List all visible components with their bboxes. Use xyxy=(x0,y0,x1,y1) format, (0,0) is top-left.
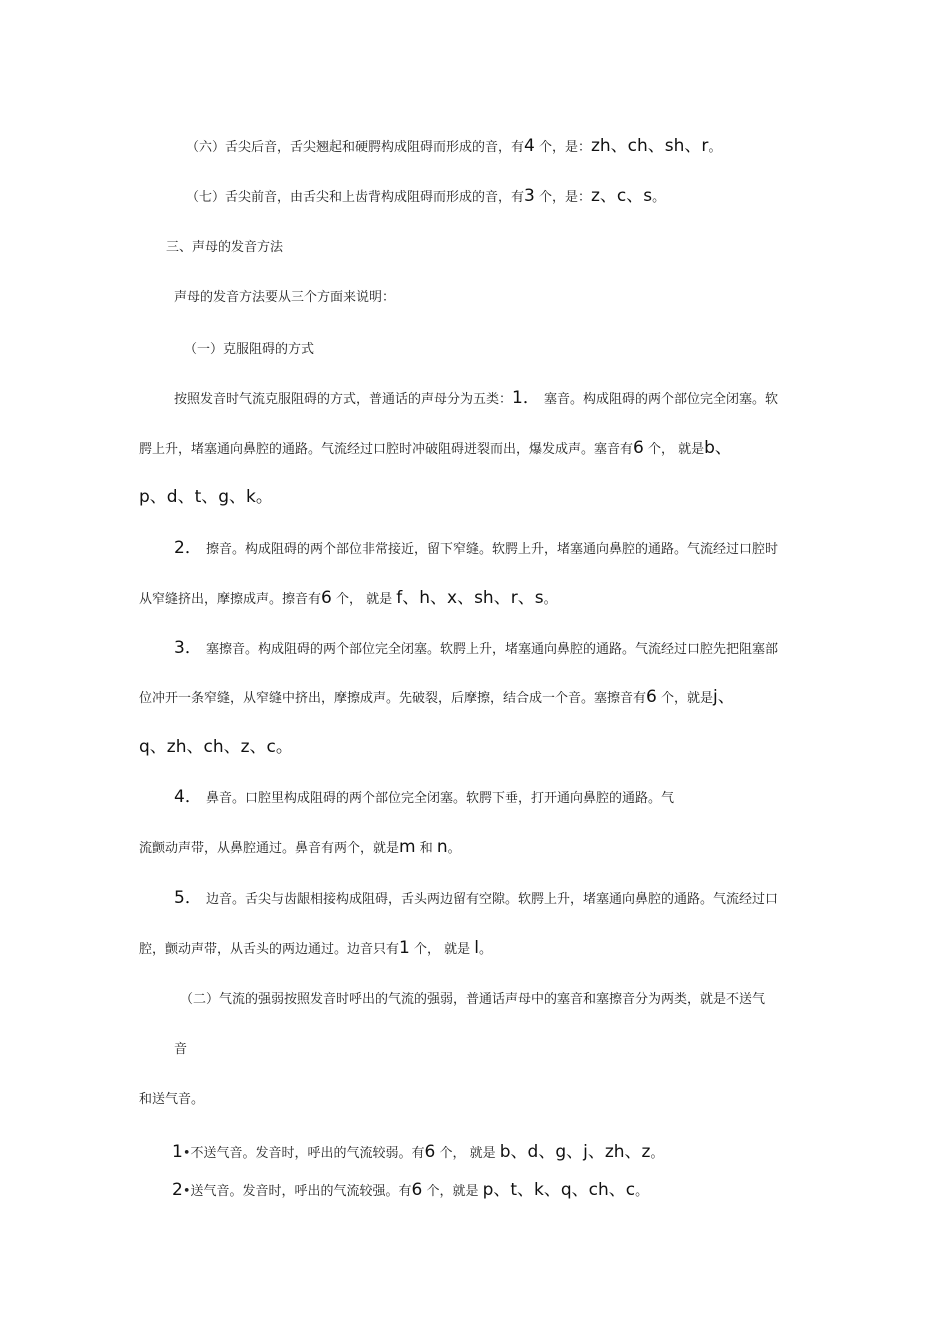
text: 流颤动声带，从鼻腔通过。鼻音有两个，就是 xyxy=(139,841,400,856)
paragraph-line xyxy=(139,837,461,859)
number: 4． xyxy=(174,787,202,807)
text: 个，是： xyxy=(534,140,591,155)
text: 边音。舌尖与齿龈相接构成阻碍，舌头两边留有空隙。软腭上升，堵塞通向鼻腔的通路。气流经过口 xyxy=(201,892,778,907)
paragraph-line xyxy=(139,687,735,709)
text: （七）舌尖前音，由舌尖和上齿背构成阻碍而形成的音，有 xyxy=(186,190,525,205)
text: 腭上升，堵塞通向鼻腔的通路。气流经过口腔时冲破阻碍迸裂而出，爆发成声。塞音有 xyxy=(139,442,634,457)
initials-line: p、d、t、g、k。 xyxy=(139,487,273,507)
initials: zh、ch、sh、r xyxy=(590,136,709,156)
text: 塞擦音。构成阻碍的两个部位完全闭塞。软腭上升，堵塞通向鼻腔的通路。气流经过口腔先把阻塞部 xyxy=(201,642,778,657)
text: 按照发音时气流克服阻碍的方式，普通话的声母分为五类： xyxy=(174,392,513,407)
paragraph-line xyxy=(174,787,674,809)
text: 个，是： xyxy=(534,190,591,205)
number: 1 xyxy=(399,938,410,958)
number: 3． xyxy=(174,638,202,658)
paragraph-line: 音 xyxy=(174,1042,188,1057)
text: 个， 就是 xyxy=(331,592,397,607)
initials: b、d、g、j、zh、z xyxy=(499,1142,651,1162)
number: 6 xyxy=(411,1180,423,1200)
paragraph-line: 和送气音。 xyxy=(139,1092,205,1107)
paragraph-line xyxy=(174,638,778,660)
number: 2． xyxy=(174,538,202,558)
initials: n xyxy=(436,837,448,857)
paragraph-line xyxy=(174,388,778,410)
text: 。 xyxy=(543,592,557,607)
list-item xyxy=(172,1180,648,1202)
paragraph-line xyxy=(174,538,778,560)
intro-text: 声母的发音方法要从三个方面来说明： xyxy=(174,290,396,305)
initials: b、 xyxy=(704,438,732,458)
number: 3 xyxy=(524,186,535,206)
text: 位冲开一条窄缝，从窄缝中挤出，摩擦成声。先破裂，后摩擦，结合成一个音。塞擦音有 xyxy=(139,691,647,706)
text: •送气音。发音时，呼出的气流较强。有 xyxy=(182,1184,412,1199)
text: （六）舌尖后音，舌尖翘起和硬腭构成阻碍而形成的音，有 xyxy=(186,140,525,155)
number: 4 xyxy=(524,136,535,156)
paragraph-line xyxy=(139,438,732,460)
text: 和 xyxy=(415,841,437,856)
text: 。 xyxy=(447,841,461,856)
initials: z、c、s xyxy=(590,186,653,206)
initials: f、h、x、sh、r、s xyxy=(396,588,544,608)
number: 6 xyxy=(321,588,332,608)
paragraph-line xyxy=(139,588,557,610)
number: 1 xyxy=(172,1142,183,1162)
text: 擦音。构成阻碍的两个部位非常接近，留下窄缝。软腭上升，堵塞通向鼻腔的通路。气流经过口腔时 xyxy=(201,542,778,557)
paragraph-line xyxy=(139,938,492,960)
section-heading: 三、声母的发音方法 xyxy=(166,240,284,255)
number: 1． xyxy=(512,388,540,408)
text: 。 xyxy=(708,140,722,155)
text: 从窄缝挤出，摩擦成声。擦音有 xyxy=(139,592,322,607)
number: 5． xyxy=(174,888,202,908)
number: 2 xyxy=(172,1180,183,1200)
number: 6 xyxy=(424,1142,436,1162)
text: 个，就是 xyxy=(656,691,713,706)
text: 。 xyxy=(478,942,492,957)
number: 6 xyxy=(646,687,657,707)
initials: l xyxy=(474,938,479,958)
text: 。 xyxy=(635,1184,649,1199)
text: 腔，颤动声带，从舌头的两边通过。边音只有 xyxy=(139,942,400,957)
subheading: （二）气流的强弱按照发音时呼出的气流的强弱，普通话声母中的塞音和塞擦音分为两类，就是不送气 xyxy=(180,992,766,1007)
paragraph-line xyxy=(174,888,778,910)
initials: m xyxy=(399,837,416,857)
text: 个，就是 xyxy=(422,1184,483,1199)
text: 。 xyxy=(650,1146,664,1161)
initials-line: q、zh、ch、z、c。 xyxy=(139,737,293,757)
list-item xyxy=(172,1142,663,1164)
initials: p、t、k、q、ch、c xyxy=(482,1180,636,1200)
text: 鼻音。口腔里构成阻碍的两个部位完全闭塞。软腭下垂，打开通向鼻腔的通路。气 xyxy=(201,791,674,806)
text: •不送气音。发音时，呼出的气流较弱。有 xyxy=(182,1146,425,1161)
text: 。 xyxy=(652,190,666,205)
number: 6 xyxy=(633,438,644,458)
text: 个， 就是 xyxy=(409,942,475,957)
subheading: （一）克服阻碍的方式 xyxy=(184,342,315,357)
paragraph-line xyxy=(186,136,721,158)
text: 个， 就是 xyxy=(435,1146,500,1161)
paragraph-line xyxy=(186,186,665,208)
text: 个， 就是 xyxy=(643,442,705,457)
text: 塞音。构成阻碍的两个部位完全闭塞。软 xyxy=(539,392,778,407)
initials: j、 xyxy=(712,687,735,707)
